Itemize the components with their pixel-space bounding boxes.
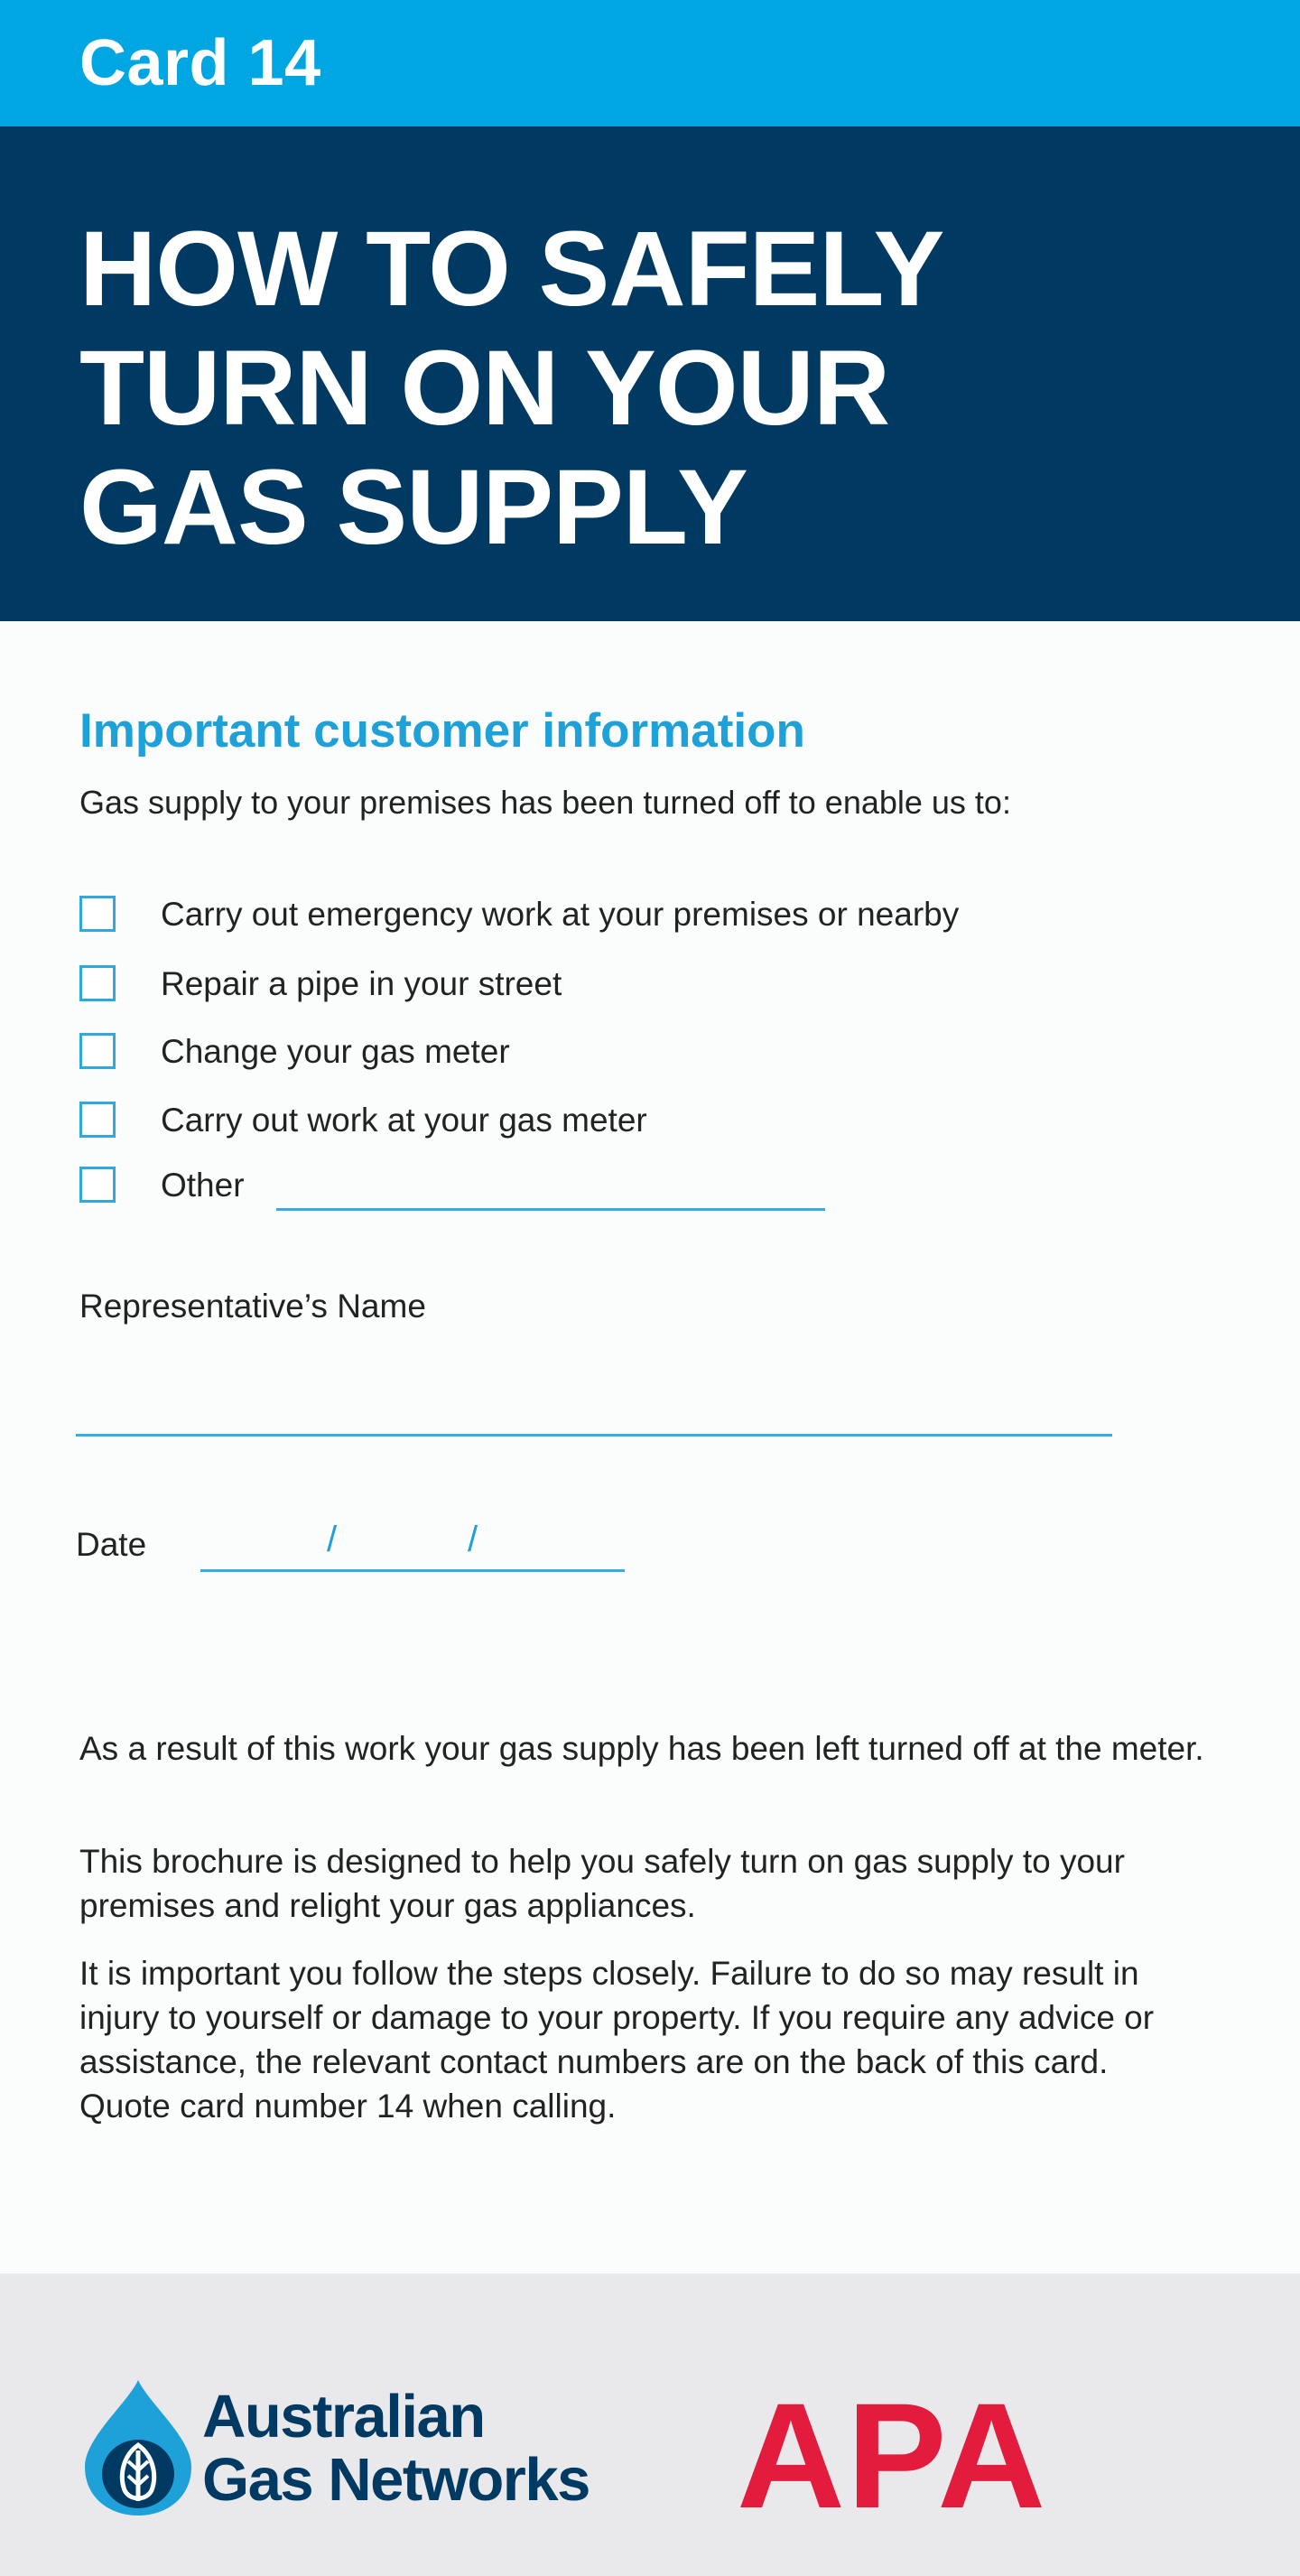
checkbox[interactable] <box>79 965 116 1001</box>
title-line: HOW TO SAFELY <box>79 209 944 329</box>
option-label: Repair a pipe in your street <box>161 965 562 1002</box>
page-title <box>79 209 1163 567</box>
title-line: TURN ON YOUR <box>79 329 890 448</box>
paragraph: This brochure is designed to help you safely turn on gas supply to your premises and relight your gas appliances. <box>79 1843 1125 1924</box>
option-label: Change your gas meter <box>161 1033 510 1070</box>
gas-drop-leaf-icon <box>78 2376 199 2519</box>
representative-name-line[interactable] <box>76 1434 1112 1437</box>
agn-logo-text <box>202 2385 590 2512</box>
agn-logo-line: Australian <box>202 2383 485 2450</box>
date-separator: / <box>468 1520 478 1559</box>
representative-label: Representative’s Name <box>79 1288 426 1325</box>
checkbox[interactable] <box>79 896 116 932</box>
section-heading: Important customer information <box>79 704 805 758</box>
option-label: Other <box>161 1167 245 1204</box>
title-line: GAS SUPPLY <box>79 448 748 567</box>
paragraph: As a result of this work your gas supply has been left turned off at the meter. <box>79 1730 1204 1767</box>
date-input-line[interactable] <box>200 1569 625 1572</box>
date-separator: / <box>327 1520 338 1559</box>
checkbox[interactable] <box>79 1167 116 1203</box>
apa-logo: APA <box>737 2373 1048 2540</box>
card-number-bar <box>0 0 1300 126</box>
date-label: Date <box>76 1526 147 1563</box>
checkbox[interactable] <box>79 1033 116 1069</box>
checkbox[interactable] <box>79 1102 116 1138</box>
other-input-line[interactable] <box>276 1208 825 1211</box>
paragraph: It is important you follow the steps closely. Failure to do so may result in injury to yourself or damage to your property. If you require any advice or assistance, the relevant contact numbers are on the back of this card. Quote card number 14 when calling. <box>79 1955 1155 2125</box>
agn-logo-line: Gas Networks <box>202 2446 590 2514</box>
card-number: Card 14 <box>79 27 321 99</box>
option-label: Carry out emergency work at your premises or nearby <box>161 896 960 933</box>
option-label: Carry out work at your gas meter <box>161 1102 647 1139</box>
intro-text: Gas supply to your premises has been turned off to enable us to: <box>79 784 1011 821</box>
